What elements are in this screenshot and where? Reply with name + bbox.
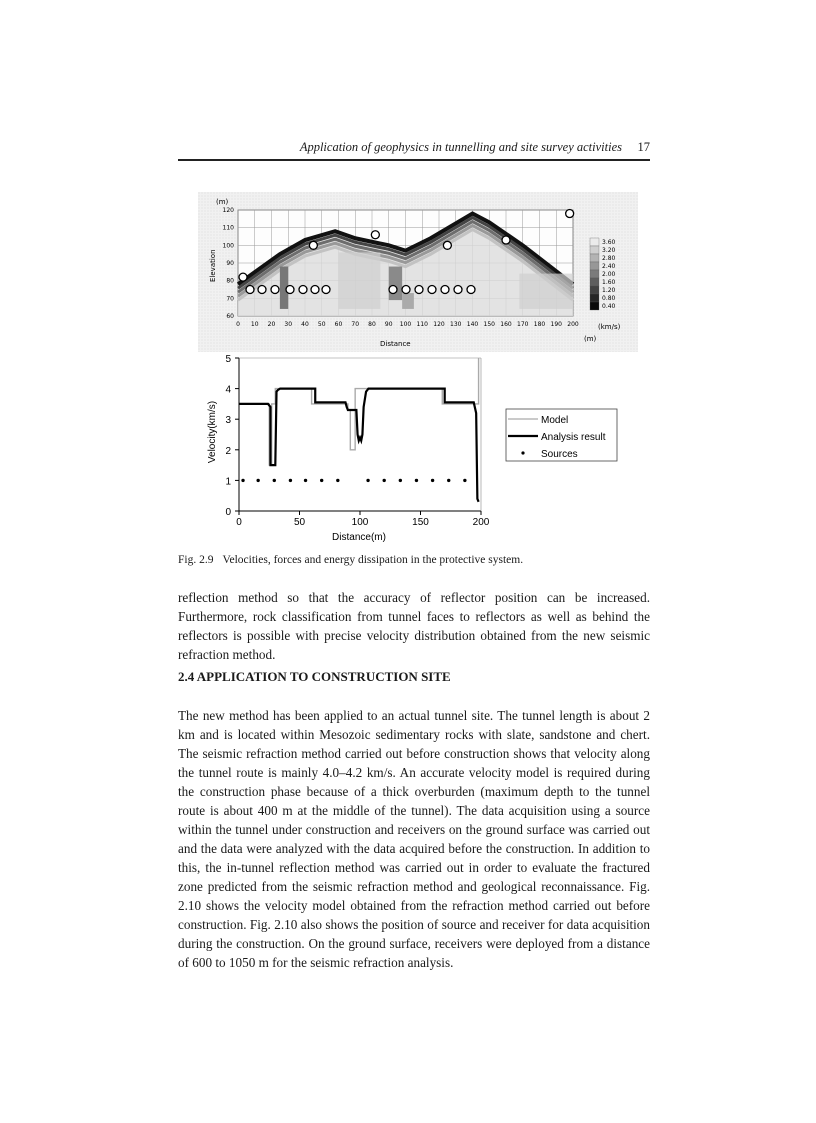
colorbar-swatch xyxy=(590,262,599,270)
low-velocity-zone xyxy=(389,267,402,301)
source-point xyxy=(463,479,466,482)
colorbar-label: 2.80 xyxy=(602,255,616,262)
tomogram-y-tick: 80 xyxy=(226,277,234,285)
velocity-block xyxy=(519,274,573,309)
tomogram-x-tick: 130 xyxy=(450,321,462,328)
x-axis-label: Distance(m) xyxy=(332,532,386,543)
colorbar-label: 0.40 xyxy=(602,303,616,310)
tomogram-x-tick: 0 xyxy=(236,321,240,328)
surface-source-marker xyxy=(309,241,317,249)
legend-sources-marker xyxy=(521,451,524,454)
paragraph-2: The new method has been applied to an actual tunnel site. The tunnel length is about 2 km and is located within Mesozoic sedimentary rocks with slate, sandstone and chert. The seismic refraction method carried out before construction shows that velocity along the tunnel route is mainly 4.0–4.2 km/s. An accurate velocity model is required during the construction phase because of a thick overburden (maximum depth to the tunnel route is about 400 m at the middle of the tunnel). The data acquisition using a source within the tunnel under construction and receivers on the ground surface was carried out and the data were analyzed with the data acquired before the construction. In addition to this, the in-tunnel reflection method was carried out in order to evaluate the fractured zone predicted from the seismic refraction method and geological reconnaissance. Fig. 2.10 shows the velocity model obtained from the refraction method carried out before construction. Fig. 2.10 also shows the position of source and receiver for data acquisition during the construction. On the ground surface, receivers were deployed from a distance of 600 to 1050 m for the seismic refraction analysis. xyxy=(178,708,650,970)
tomogram-x-tick: 200 xyxy=(567,321,579,328)
tomogram-x-tick: 10 xyxy=(250,321,259,328)
colorbar-label: 3.60 xyxy=(602,239,616,246)
tunnel-source-marker xyxy=(454,286,462,294)
tomogram-x-tick: 170 xyxy=(517,321,529,328)
tomogram-x-tick: 20 xyxy=(267,321,276,328)
tomogram-x-tick: 180 xyxy=(533,321,546,328)
tunnel-source-marker xyxy=(428,286,436,294)
tomogram-x-tick: 60 xyxy=(334,321,343,328)
tomogram-x-tick: 120 xyxy=(433,321,445,328)
source-point xyxy=(241,479,244,482)
figure-caption xyxy=(178,554,523,566)
distance-axis-label: Distance xyxy=(380,340,411,348)
colorbar-swatch xyxy=(590,254,599,262)
tunnel-source-marker xyxy=(258,286,266,294)
paragraph-1: reflection method so that the accuracy of reflector position can be increased. Furthermore, rock classification from tunnel faces to reflectors as well as behind the reflectors is possible with precise velocity distribution obtained from the new seismic refraction method. xyxy=(178,590,650,662)
source-point xyxy=(336,479,339,482)
tomogram-x-tick: 40 xyxy=(301,321,309,328)
source-point xyxy=(320,479,323,482)
tunnel-source-marker xyxy=(311,286,319,294)
tomogram-y-tick: 110 xyxy=(222,224,234,232)
tunnel-source-marker xyxy=(441,286,449,294)
velocity-profile-chart xyxy=(198,348,628,548)
tunnel-source-marker xyxy=(402,286,410,294)
legend-model-label: Model xyxy=(541,415,569,426)
elevation-unit: (m) xyxy=(216,198,229,206)
source-point xyxy=(447,479,450,482)
surface-source-marker xyxy=(239,273,247,281)
section-heading: 2.4 APPLICATION TO CONSTRUCTION SITE xyxy=(178,669,451,684)
caption-text: Velocities, forces and energy dissipation in the protective system. xyxy=(222,554,524,566)
x-tick-label: 200 xyxy=(472,517,490,528)
colorbar-swatch xyxy=(590,294,599,302)
y-tick-label: 5 xyxy=(225,354,231,365)
source-point xyxy=(273,479,276,482)
x-tick-label: 150 xyxy=(412,517,429,528)
page-number: 17 xyxy=(637,140,650,154)
colorbar-label: 3.20 xyxy=(602,247,616,254)
low-velocity-zone xyxy=(402,293,414,309)
source-point xyxy=(383,479,386,482)
elevation-axis-label: Elevation xyxy=(209,249,217,282)
source-point xyxy=(256,479,259,482)
tomogram-y-tick: 120 xyxy=(222,207,234,214)
source-point xyxy=(304,479,307,482)
tunnel-source-marker xyxy=(286,286,294,294)
colorbar-unit: (km/s) xyxy=(598,323,621,331)
tomogram-x-tick: 80 xyxy=(368,321,376,328)
colorbar-swatch xyxy=(590,278,599,286)
x-tick-label: 50 xyxy=(293,517,306,528)
y-tick-label: 4 xyxy=(225,384,231,396)
colorbar-label: 2.40 xyxy=(602,263,616,270)
source-point xyxy=(289,479,292,482)
colorbar-label: 1.60 xyxy=(602,279,616,286)
colorbar-swatch xyxy=(590,238,599,246)
source-point xyxy=(366,479,369,482)
y-tick-label: 2 xyxy=(225,445,231,457)
tunnel-source-marker xyxy=(271,286,279,294)
tomogram-x-tick: 100 xyxy=(399,321,412,328)
tunnel-source-marker xyxy=(246,286,254,294)
surface-source-marker xyxy=(502,236,510,244)
y-axis-label: Velocity(km/s) xyxy=(207,400,218,464)
colorbar-label: 1.20 xyxy=(602,287,616,294)
tomogram-y-tick: 70 xyxy=(226,295,234,303)
tomogram-x-tick: 70 xyxy=(351,321,360,328)
surface-source-marker xyxy=(371,231,379,239)
colorbar-label: 0.80 xyxy=(602,295,616,302)
velocity-block xyxy=(339,252,381,309)
tunnel-source-marker xyxy=(467,286,475,294)
legend-analysis-label: Analysis result xyxy=(541,432,606,443)
tomogram-x-tick: 110 xyxy=(416,321,428,328)
tomogram-y-tick: 60 xyxy=(226,313,234,320)
x-tick-label: 0 xyxy=(236,517,242,528)
tomogram-y-tick: 90 xyxy=(226,260,234,267)
x-tick-label: 100 xyxy=(351,517,369,528)
source-point xyxy=(415,479,418,482)
figure-number: Fig. 2.9 xyxy=(178,554,214,566)
tomogram-x-tick: 50 xyxy=(317,321,326,328)
running-title: Application of geophysics in tunnelling and site survey activities xyxy=(299,140,622,154)
velocity-section-figure xyxy=(198,192,638,352)
colorbar-swatch xyxy=(590,270,599,278)
y-tick-label: 0 xyxy=(225,507,231,518)
tunnel-source-marker xyxy=(415,286,423,294)
y-tick-label: 1 xyxy=(225,476,231,488)
distance-unit: (m) xyxy=(584,335,597,343)
colorbar-swatch xyxy=(590,302,599,310)
tomogram-x-tick: 190 xyxy=(550,321,562,328)
tunnel-source-marker xyxy=(389,286,397,294)
colorbar-swatch xyxy=(590,286,599,294)
source-point xyxy=(399,479,402,482)
running-header xyxy=(178,137,650,161)
tomogram-x-tick: 140 xyxy=(466,321,479,328)
surface-source-marker xyxy=(443,241,451,249)
tunnel-source-marker xyxy=(322,286,330,294)
tomogram-x-tick: 150 xyxy=(483,321,495,328)
colorbar-label: 2.00 xyxy=(602,271,616,278)
surface-source-marker xyxy=(566,210,574,218)
tunnel-source-marker xyxy=(299,286,307,294)
tomogram-x-tick: 160 xyxy=(500,321,512,328)
legend-sources-label: Sources xyxy=(541,449,578,460)
analysis-result-line xyxy=(239,389,479,502)
legend xyxy=(506,409,617,461)
tomogram-x-tick: 30 xyxy=(284,321,293,328)
source-point xyxy=(431,479,434,482)
y-tick-label: 3 xyxy=(225,415,231,427)
tomogram-y-tick: 100 xyxy=(222,242,234,250)
tomogram-x-tick: 90 xyxy=(384,321,393,328)
colorbar-swatch xyxy=(590,246,599,254)
